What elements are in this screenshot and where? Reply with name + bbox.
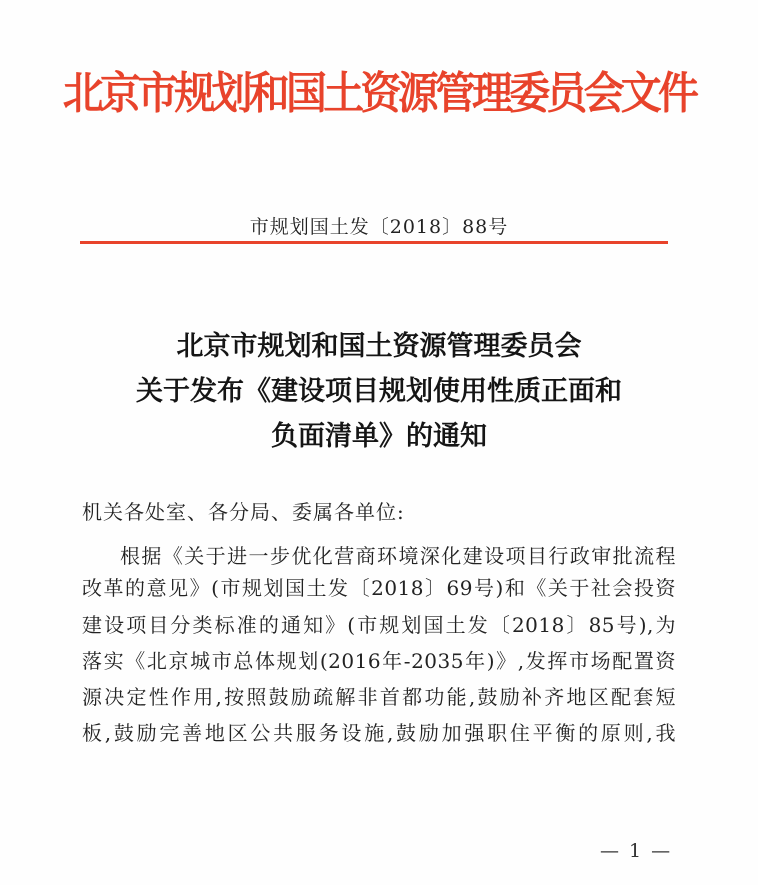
body-paragraph-line: 板,鼓励完善地区公共服务设施,鼓励加强职住平衡的原则,我	[82, 721, 676, 745]
body-paragraph-line: 源决定性作用,按照鼓励疏解非首都功能,鼓励补齐地区配套短	[82, 685, 676, 709]
body-paragraph-line: 建设项目分类标准的通知》(市规划国土发〔2018〕85号),为	[82, 613, 676, 637]
body-paragraph-line: 根据《关于进一步优化营商环境深化建设项目行政审批流程	[120, 544, 676, 568]
body-paragraph-line: 改革的意见》(市规划国土发〔2018〕69号)和《关于社会投资	[82, 576, 676, 600]
notice-title-line-2: 关于发布《建设项目规划使用性质正面和	[136, 376, 622, 407]
body-paragraph-line: 落实《北京城市总体规划(2016年-2035年)》,发挥市场配置资	[82, 649, 676, 673]
notice-title-line-3: 负面清单》的通知	[271, 421, 487, 452]
notice-title-line-1: 北京市规划和国土资源管理委员会	[176, 331, 582, 362]
document-number: 市规划国土发〔2018〕88号	[249, 216, 509, 238]
salutation: 机关各处室、各分局、委属各单位:	[82, 500, 405, 524]
issuing-authority-header: 北京市规划和国土资源管理委员会文件	[62, 68, 696, 119]
red-divider-line	[80, 241, 668, 244]
page-number: — 1 —	[600, 840, 673, 862]
